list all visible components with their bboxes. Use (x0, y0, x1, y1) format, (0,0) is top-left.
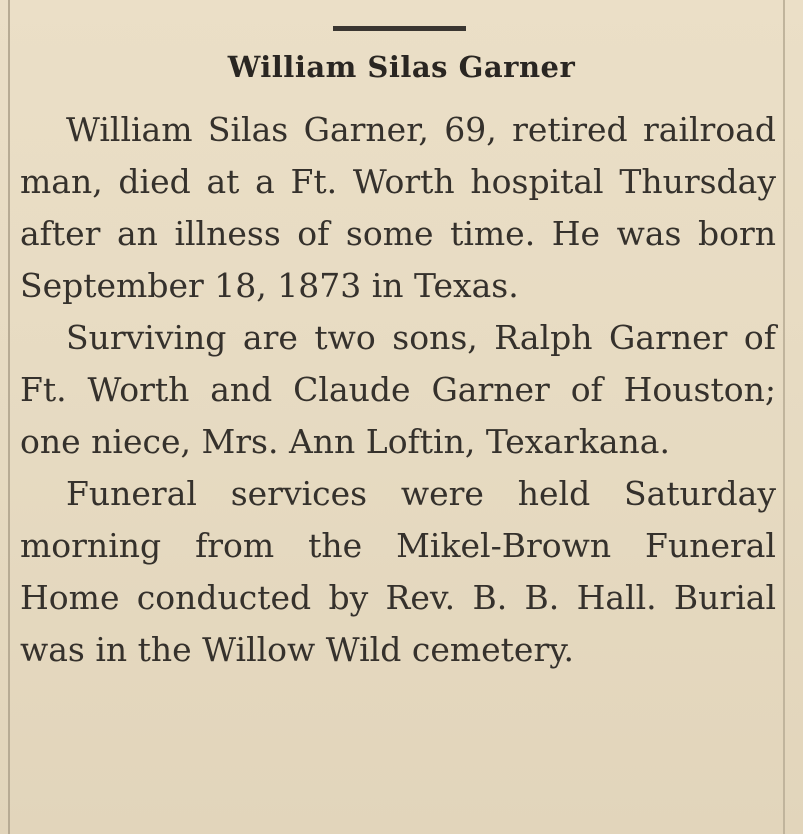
right-column-rule (783, 0, 785, 834)
obituary-headline: William Silas Garner (227, 50, 576, 84)
obituary-body (20, 104, 776, 676)
left-column-rule (8, 0, 10, 834)
obituary-paragraph-1: William Silas Garner, 69, retired railroad man, died at a Ft. Worth hospital Thursday after an illness of some time. He was born September 18, 1873 in Texas. (20, 110, 776, 305)
headline-divider (333, 26, 466, 31)
obituary-paragraph-3: Funeral services were held Saturday morning from the Mikel-Brown Funeral Home conducted by Rev. B. B. Hall. Burial was in the Willow Wild cemetery. (20, 474, 776, 669)
obituary-paragraph-2: Surviving are two sons, Ralph Garner of Ft. Worth and Claude Garner of Houston; one niece, Mrs. Ann Loftin, Texarkana. (20, 318, 776, 461)
